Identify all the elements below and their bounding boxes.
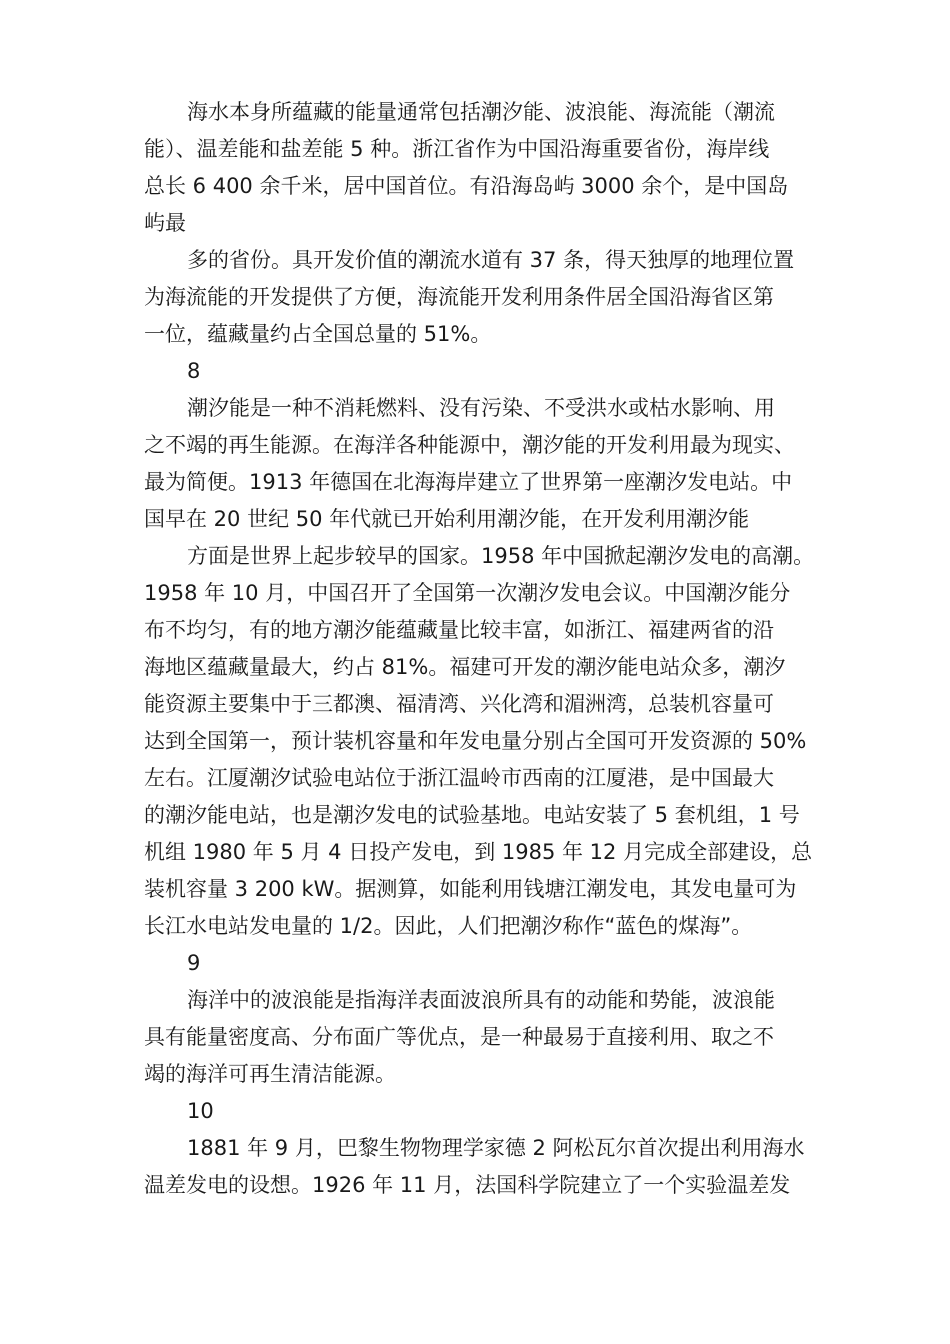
text-line: 海地区蕴藏量最大，约占 81%。福建可开发的潮汐能电站众多，潮汐 [144,655,786,679]
text-line: 的潮汐能电站，也是潮汐发电的试验基地。电站安装了 5 套机组，1 号 [144,803,800,827]
text-line: 海水本身所蕴藏的能量通常包括潮汐能、波浪能、海流能（潮流 [187,100,775,124]
text-line: 竭的海洋可再生清洁能源。 [144,1062,396,1086]
text-line: 左右。江厦潮汐试验电站位于浙江温岭市西南的江厦港，是中国最大 [144,766,774,790]
text-line: 1958 年 10 月，中国召开了全国第一次潮汐发电会议。中国潮汐能分 [144,581,791,605]
text-line: 1881 年 9 月，巴黎生物物理学家德 2 阿松瓦尔首次提出利用海水 [187,1136,805,1160]
document-body [144,94,834,1204]
text-line: 潮汐能是一种不消耗燃料、没有污染、不受洪水或枯水影响、用 [187,396,775,420]
text-line: 长江水电站发电量的 1/2。因此，人们把潮汐称作“蓝色的煤海”。 [144,914,753,938]
text-line: 机组 1980 年 5 月 4 日投产发电，到 1985 年 12 月完成全部建设，总 [144,840,813,864]
text-line: 达到全国第一，预计装机容量和年发电量分别占全国可开发资源的 50% [144,729,807,753]
text-line: 之不竭的再生能源。在海洋各种能源中，潮汐能的开发利用最为现实、 [144,433,795,457]
text-line: 8 [187,359,201,383]
text-line: 最为简便。1913 年德国在北海海岸建立了世界第一座潮汐发电站。中 [144,470,793,494]
text-line: 温差发电的设想。1926 年 11 月，法国科学院建立了一个实验温差发 [144,1173,791,1197]
text-line: 装机容量 3 200 kW。据测算，如能利用钱塘江潮发电，其发电量可为 [144,877,797,901]
text-line: 屿最 [144,211,186,235]
text-line: 9 [187,951,201,975]
text-line: 总长 6 400 余千米，居中国首位。有沿海岛屿 3000 余个，是中国岛 [144,174,789,198]
text-line: 能资源主要集中于三都澳、福清湾、兴化湾和湄洲湾，总装机容量可 [144,692,774,716]
text-line: 具有能量密度高、分布面广等优点，是一种最易于直接利用、取之不 [144,1025,774,1049]
text-line: 一位，蕴藏量约占全国总量的 51%。 [144,322,492,346]
text-line: 能）、温差能和盐差能 5 种。浙江省作为中国沿海重要省份，海岸线 [144,137,770,161]
text-line: 为海流能的开发提供了方便，海流能开发利用条件居全国沿海省区第 [144,285,774,309]
text-line: 海洋中的波浪能是指海洋表面波浪所具有的动能和势能，波浪能 [187,988,775,1012]
text-line: 多的省份。具开发价值的潮流水道有 37 条，得天独厚的地理位置 [187,248,795,272]
text-line: 国早在 20 世纪 50 年代就已开始利用潮汐能，在开发利用潮汐能 [144,507,750,531]
text-line: 10 [187,1099,214,1123]
text-line: 方面是世界上起步较早的国家。1958 年中国掀起潮汐发电的高潮。 [187,544,815,568]
text-line: 布不均匀，有的地方潮汐能蕴藏量比较丰富，如浙江、福建两省的沿 [144,618,774,642]
